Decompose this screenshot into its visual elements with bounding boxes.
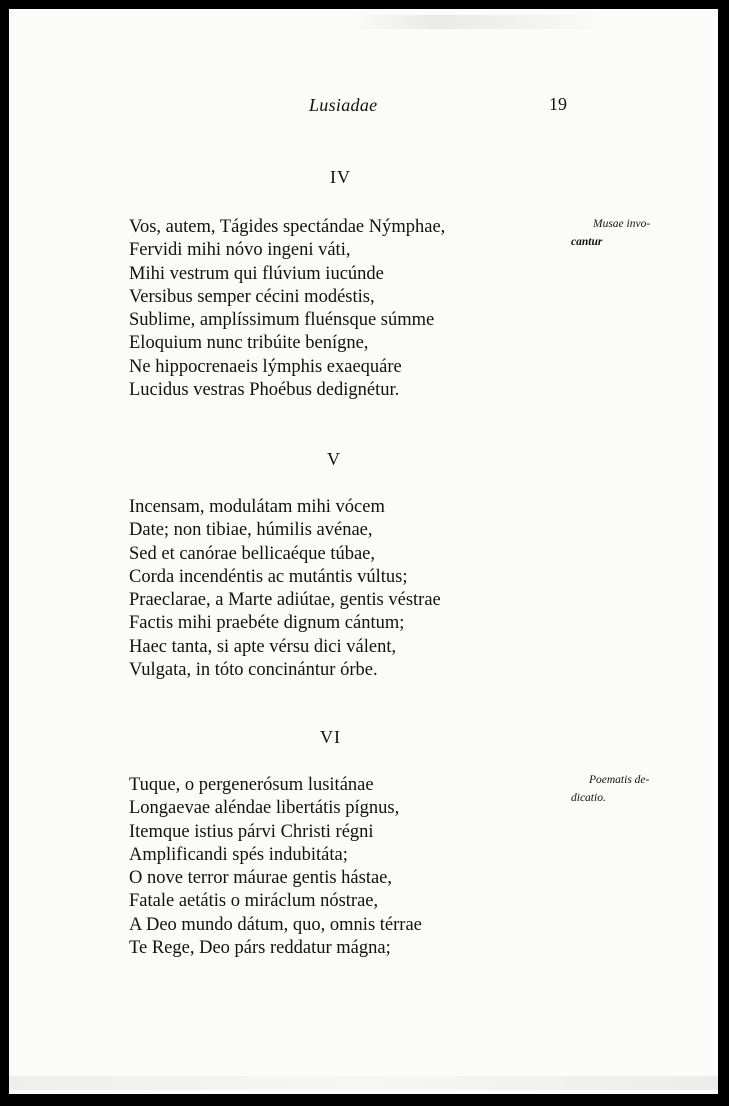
running-header-title: Lusiadae xyxy=(309,95,378,115)
margin-note-musae xyxy=(557,215,677,251)
stanza-iv-verse xyxy=(129,216,445,402)
stanza-number-vi: VI xyxy=(320,727,341,747)
verse-line: Haec tanta, si apte vérsu dici válent, xyxy=(129,636,397,657)
margin-note-line: cantur xyxy=(571,236,603,248)
margin-note-line: dicatio. xyxy=(571,792,606,804)
verse-line: Date; non tibiae, húmilis avénae, xyxy=(129,520,373,541)
verse-line: Vulgata, in tóto concinántur órbe. xyxy=(129,660,378,681)
scan-shadow-bottom xyxy=(9,1076,718,1090)
verse-line: Vos, autem, Tágides spectándae Nýmphae, xyxy=(129,217,446,237)
verse-line: O nove terror máurae gentis hástae, xyxy=(129,868,393,889)
stanza-v-verse xyxy=(129,496,441,682)
verse-line: Lucidus vestras Phoébus dedignétur. xyxy=(129,380,400,401)
verse-line: Eloquium nunc tribúite benígne, xyxy=(129,333,369,354)
verse-line: Factis mihi praebéte dignum cántum; xyxy=(129,613,405,634)
verse-line: Mihi vestrum qui flúvium iucúnde xyxy=(129,263,384,284)
stanza-number-v: V xyxy=(327,449,341,469)
verse-line: Sublime, amplíssimum fluénsque súmme xyxy=(129,310,435,331)
scan-shadow xyxy=(349,15,609,29)
verse-line: Tuque, o pergenerósum lusitánae xyxy=(129,775,374,795)
verse-line: Corda incendéntis ac mutántis vúltus; xyxy=(129,566,408,587)
stanza-number-iv: IV xyxy=(330,167,351,187)
verse-line: Amplificandi spés indubitáta; xyxy=(129,844,348,865)
verse-line: Ne hippocrenaeis lýmphis exaequáre xyxy=(129,356,402,377)
verse-line: Incensam, modulátam mihi vócem xyxy=(129,497,385,517)
verse-line: Versibus semper cécini modéstis, xyxy=(129,286,375,307)
verse-line: A Deo mundo dátum, quo, omnis térrae xyxy=(129,914,422,935)
margin-note-dedicatio xyxy=(557,771,677,807)
page-number: 19 xyxy=(549,94,567,114)
stanza-vi-verse xyxy=(129,774,422,960)
verse-line: Fatale aetátis o miráclum nóstrae, xyxy=(129,891,379,912)
margin-note-line: Poematis de- xyxy=(589,774,650,786)
verse-line: Itemque istius párvi Christi régni xyxy=(129,821,374,842)
verse-line: Praeclarae, a Marte adiútae, gentis véstrae xyxy=(129,590,441,611)
verse-line: Sed et canórae bellicaéque túbae, xyxy=(129,543,376,564)
verse-line: Longaevae aléndae libertátis pígnus, xyxy=(129,798,400,819)
verse-line: Fervidi mihi nóvo ingeni váti, xyxy=(129,240,351,261)
verse-line: Te Rege, Deo párs reddatur mágna; xyxy=(129,938,391,959)
book-page xyxy=(9,9,718,1094)
margin-note-line: Musae invo- xyxy=(593,218,651,230)
